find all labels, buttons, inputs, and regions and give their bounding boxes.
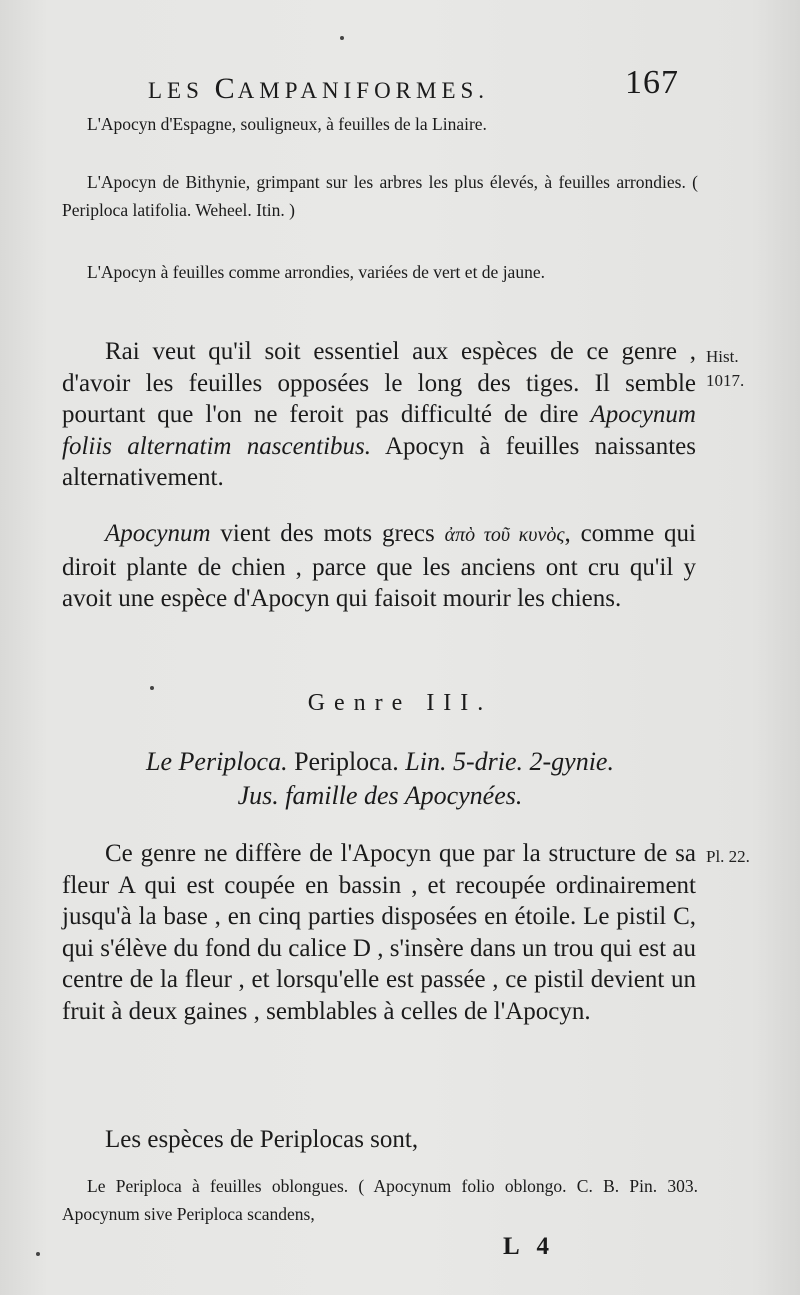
- running-title-part: LES: [148, 78, 215, 103]
- body-text: Rai veut qu'il soit essentiel aux espèces de ce genre , d'avoir les feuilles opposées le long des tiges. Il semble pourtant que l'on ne feroit pas difficulté de dire: [62, 338, 696, 429]
- genre-heading-line: [62, 745, 698, 779]
- running-title: [148, 72, 489, 106]
- page-header: [0, 64, 800, 110]
- species-entry: Le Periploca à feuilles oblongues. ( Apocynum folio oblongo. C. B. Pin. 303. Apocynum sive Periploca scandens,: [62, 1176, 698, 1224]
- paper-speck: [150, 686, 154, 690]
- body-text: , comme qui diroit plante de chien , parce que les anciens ont cru qu'il y avoit une espèce d'Apocyn qui faisoit mourir les chiens.: [62, 520, 696, 613]
- running-title-capital: C: [214, 72, 238, 105]
- latin-word: Apocynum: [105, 520, 211, 547]
- body-paragraph-description: Ce genre ne diffère de l'Apocyn que par la structure de sa fleur A qui est coupée en bassin , et recoupée ordinairement jusqu'à la base , en cinq parties disposées en étoile. Le pistil C, qui s'élève du fond du calice D , s'insère dans un trou qui est au centre de la fleur , et lorsqu'elle est passée , ce pistil devient un fruit à deux gaines , semblables à celles de l'Apocyn.: [62, 840, 696, 1025]
- body-text: vient des mots grecs: [210, 520, 445, 547]
- linnaean-class: Lin. 5-drie. 2-gynie.: [405, 747, 614, 776]
- body-text: Apocyn à feuilles naissantes alternativement.: [62, 432, 697, 492]
- genus-name: Le Periploca.: [146, 747, 288, 776]
- species-entry: L'Apocyn à feuilles comme arrondies, variées de vert et de jaune.: [87, 262, 545, 282]
- body-paragraph-rai: [62, 336, 696, 494]
- margin-note-line: Hist.: [706, 347, 739, 366]
- margin-note-hist: [706, 345, 744, 393]
- jussieu-family: Jus. famille des Apocynées.: [237, 781, 523, 810]
- signature-mark: L 4: [503, 1233, 556, 1260]
- page-number: 167: [625, 64, 679, 101]
- greek-words: ἀπὸ τοῦ κυνὸς: [444, 524, 565, 546]
- margin-note-line: 1017.: [706, 371, 745, 390]
- body-paragraph-species-intro: Les espèces de Periplocas sont,: [105, 1126, 419, 1153]
- running-title-part: AMPANIFORMES.: [237, 78, 490, 103]
- margin-note-plate: Pl. 22.: [706, 847, 750, 866]
- genre-heading: [62, 745, 698, 813]
- genus-name-roman: Periploca.: [287, 747, 406, 776]
- paper-speck: [36, 1252, 40, 1256]
- species-entry: L'Apocyn d'Espagne, souligneux, à feuilles de la Linaire.: [87, 114, 487, 134]
- species-entry: L'Apocyn de Bithynie, grimpant sur les arbres les plus élevés, à feuilles arrondies. ( Periploca latifolia. Weheel. Itin. ): [62, 172, 698, 220]
- latin-phrase: Apocynum foliis alternatim nascentibus.: [62, 401, 696, 460]
- genre-title: Genre III.: [307, 690, 493, 716]
- paper-speck: [340, 36, 344, 40]
- body-paragraph-etymology: [62, 518, 696, 615]
